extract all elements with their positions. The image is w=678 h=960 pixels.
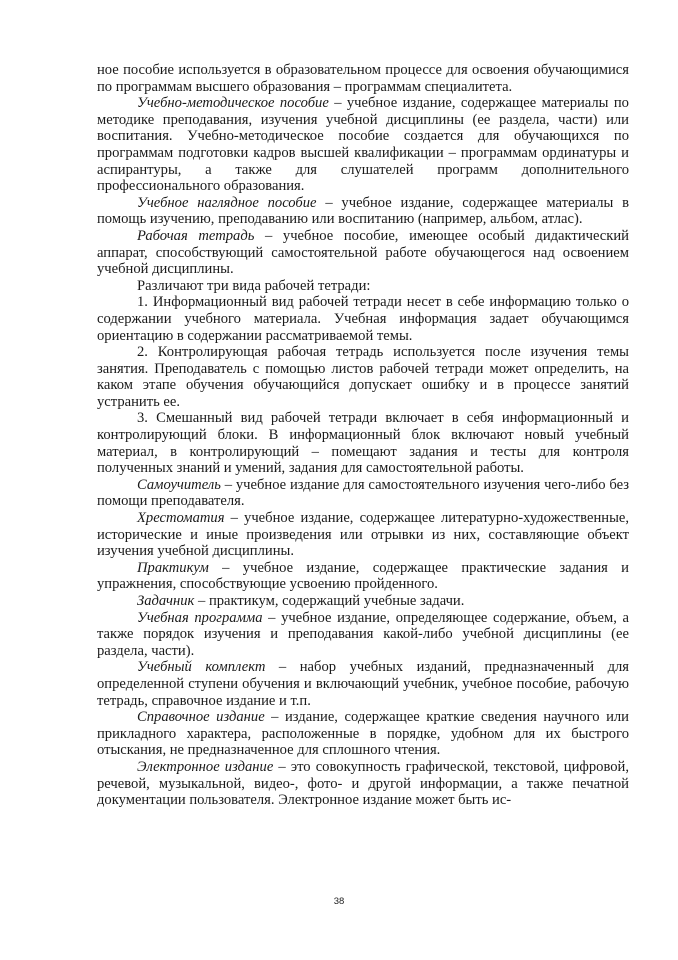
paragraph-text: – учебное издание, определяющее содержание, объем, а также порядок изучения и преподавания какой-либо учебной дисциплины (ее раздела, части). bbox=[97, 609, 629, 659]
page-number: 38 bbox=[333, 896, 345, 907]
paragraph-text: 2. Контролирующая рабочая тетрадь используется после изучения темы занятия. Преподаватель с помощью листов рабочей тетради может определить, на каком этапе обучения обучающийся допускает ошибку и в процессе занятий устранить ее. bbox=[97, 344, 629, 410]
term: Справочное издание bbox=[137, 709, 265, 726]
paragraph-text: – набор учебных изданий, предназначенный для определенной ступени обучения и включающий учебник, учебное пособие, рабочую тетрадь, справочное издание и т.п. bbox=[97, 659, 629, 709]
term: Учебный комплект bbox=[137, 659, 266, 676]
paragraph-text: – практикум, содержащий учебные задачи. bbox=[194, 593, 465, 609]
term: Практикум bbox=[137, 559, 209, 576]
paragraph-2 bbox=[97, 95, 629, 195]
term: Задачник bbox=[137, 593, 195, 609]
paragraph-text: – учебное издание, содержащее практические задания и упражнения, способствующие усвоению пройденного. bbox=[97, 559, 629, 593]
paragraph-text: – учебное издание для самостоятельного изучения чего-либо без помощи преподавателя. bbox=[97, 476, 629, 510]
term: Хрестоматия bbox=[137, 510, 225, 527]
term: Электронное издание bbox=[137, 758, 274, 775]
document-body bbox=[97, 62, 629, 809]
paragraph-13 bbox=[97, 610, 629, 660]
paragraph-9 bbox=[97, 477, 629, 510]
paragraph-text: – учебное издание, содержащее материалы по методике преподавания, изучения учебной дисциплины (ее раздела, части) или воспитания. Учебно-методическое пособие создается для обучающихся по программам подготовки кадров высшей квалификации – программам ординатуры и аспирантуры, а также для слушателей программ дополнительного профессионального образования. bbox=[97, 95, 629, 195]
paragraph-text: 1. Информационный вид рабочей тетради несет в себе информацию только о содержании учебного материала. Учебная информация задает обучающимся ориентацию в содержании рассматриваемой темы. bbox=[97, 294, 629, 344]
paragraph-10 bbox=[97, 510, 629, 560]
paragraph-6 bbox=[97, 294, 629, 344]
paragraph-12 bbox=[97, 593, 629, 610]
term: Учебное наглядное пособие bbox=[137, 194, 317, 211]
paragraph-7 bbox=[97, 344, 629, 410]
paragraph-3 bbox=[97, 195, 629, 228]
paragraph-text: – учебное издание, содержащее материалы в помощь изучению, преподаванию или воспитанию (например, альбом, атлас). bbox=[97, 194, 629, 228]
paragraph-text: ное пособие используется в образовательном процессе для освоения обучающимися по программам высшего образования – программам специалитета. bbox=[97, 62, 629, 95]
paragraph-text: – это совокупность графической, текстовой, цифровой, речевой, музыкальной, видео-, фото- и другой информации, а также печатной документации пользователя. Электронное издание может быть ис- bbox=[97, 758, 629, 809]
paragraph-15 bbox=[97, 709, 629, 759]
paragraph-text: – издание, содержащее краткие сведения научного или прикладного характера, расположенные в порядке, удобном для их быстрого отыскания, не предназначенное для сплошного чтения. bbox=[97, 709, 629, 759]
term: Самоучитель bbox=[137, 476, 221, 493]
paragraph-14 bbox=[97, 659, 629, 709]
paragraph-11 bbox=[97, 560, 629, 593]
paragraph-text: Различают три вида рабочей тетради: bbox=[137, 277, 371, 294]
paragraph-1 bbox=[97, 62, 629, 95]
paragraph-text: 3. Смешанный вид рабочей тетради включает в себя информационный и контролирующий блоки. В информационный блок включают новый учебный материал, в контролирующий – помещают задания и тесты для контроля полученных знаний и умений, задания для самостоятельной работы. bbox=[97, 410, 629, 477]
term: Рабочая тетрадь bbox=[137, 227, 255, 244]
paragraph-5 bbox=[97, 278, 629, 295]
paragraph-text: – учебное издание, содержащее литературно-художественные, исторические и иные произведения или отрывки из них, составляющие объект изучения учебной дисциплины. bbox=[97, 510, 629, 560]
term: Учебная программа bbox=[137, 609, 263, 626]
term: Учебно-методическое пособие bbox=[137, 95, 329, 112]
paragraph-4 bbox=[97, 228, 629, 278]
paragraph-text: – учебное пособие, имеющее особый дидактический аппарат, способствующий самостоятельной работе обучающегося над освоением учебной дисциплины. bbox=[97, 227, 629, 278]
paragraph-16 bbox=[97, 759, 629, 809]
paragraph-8 bbox=[97, 410, 629, 476]
